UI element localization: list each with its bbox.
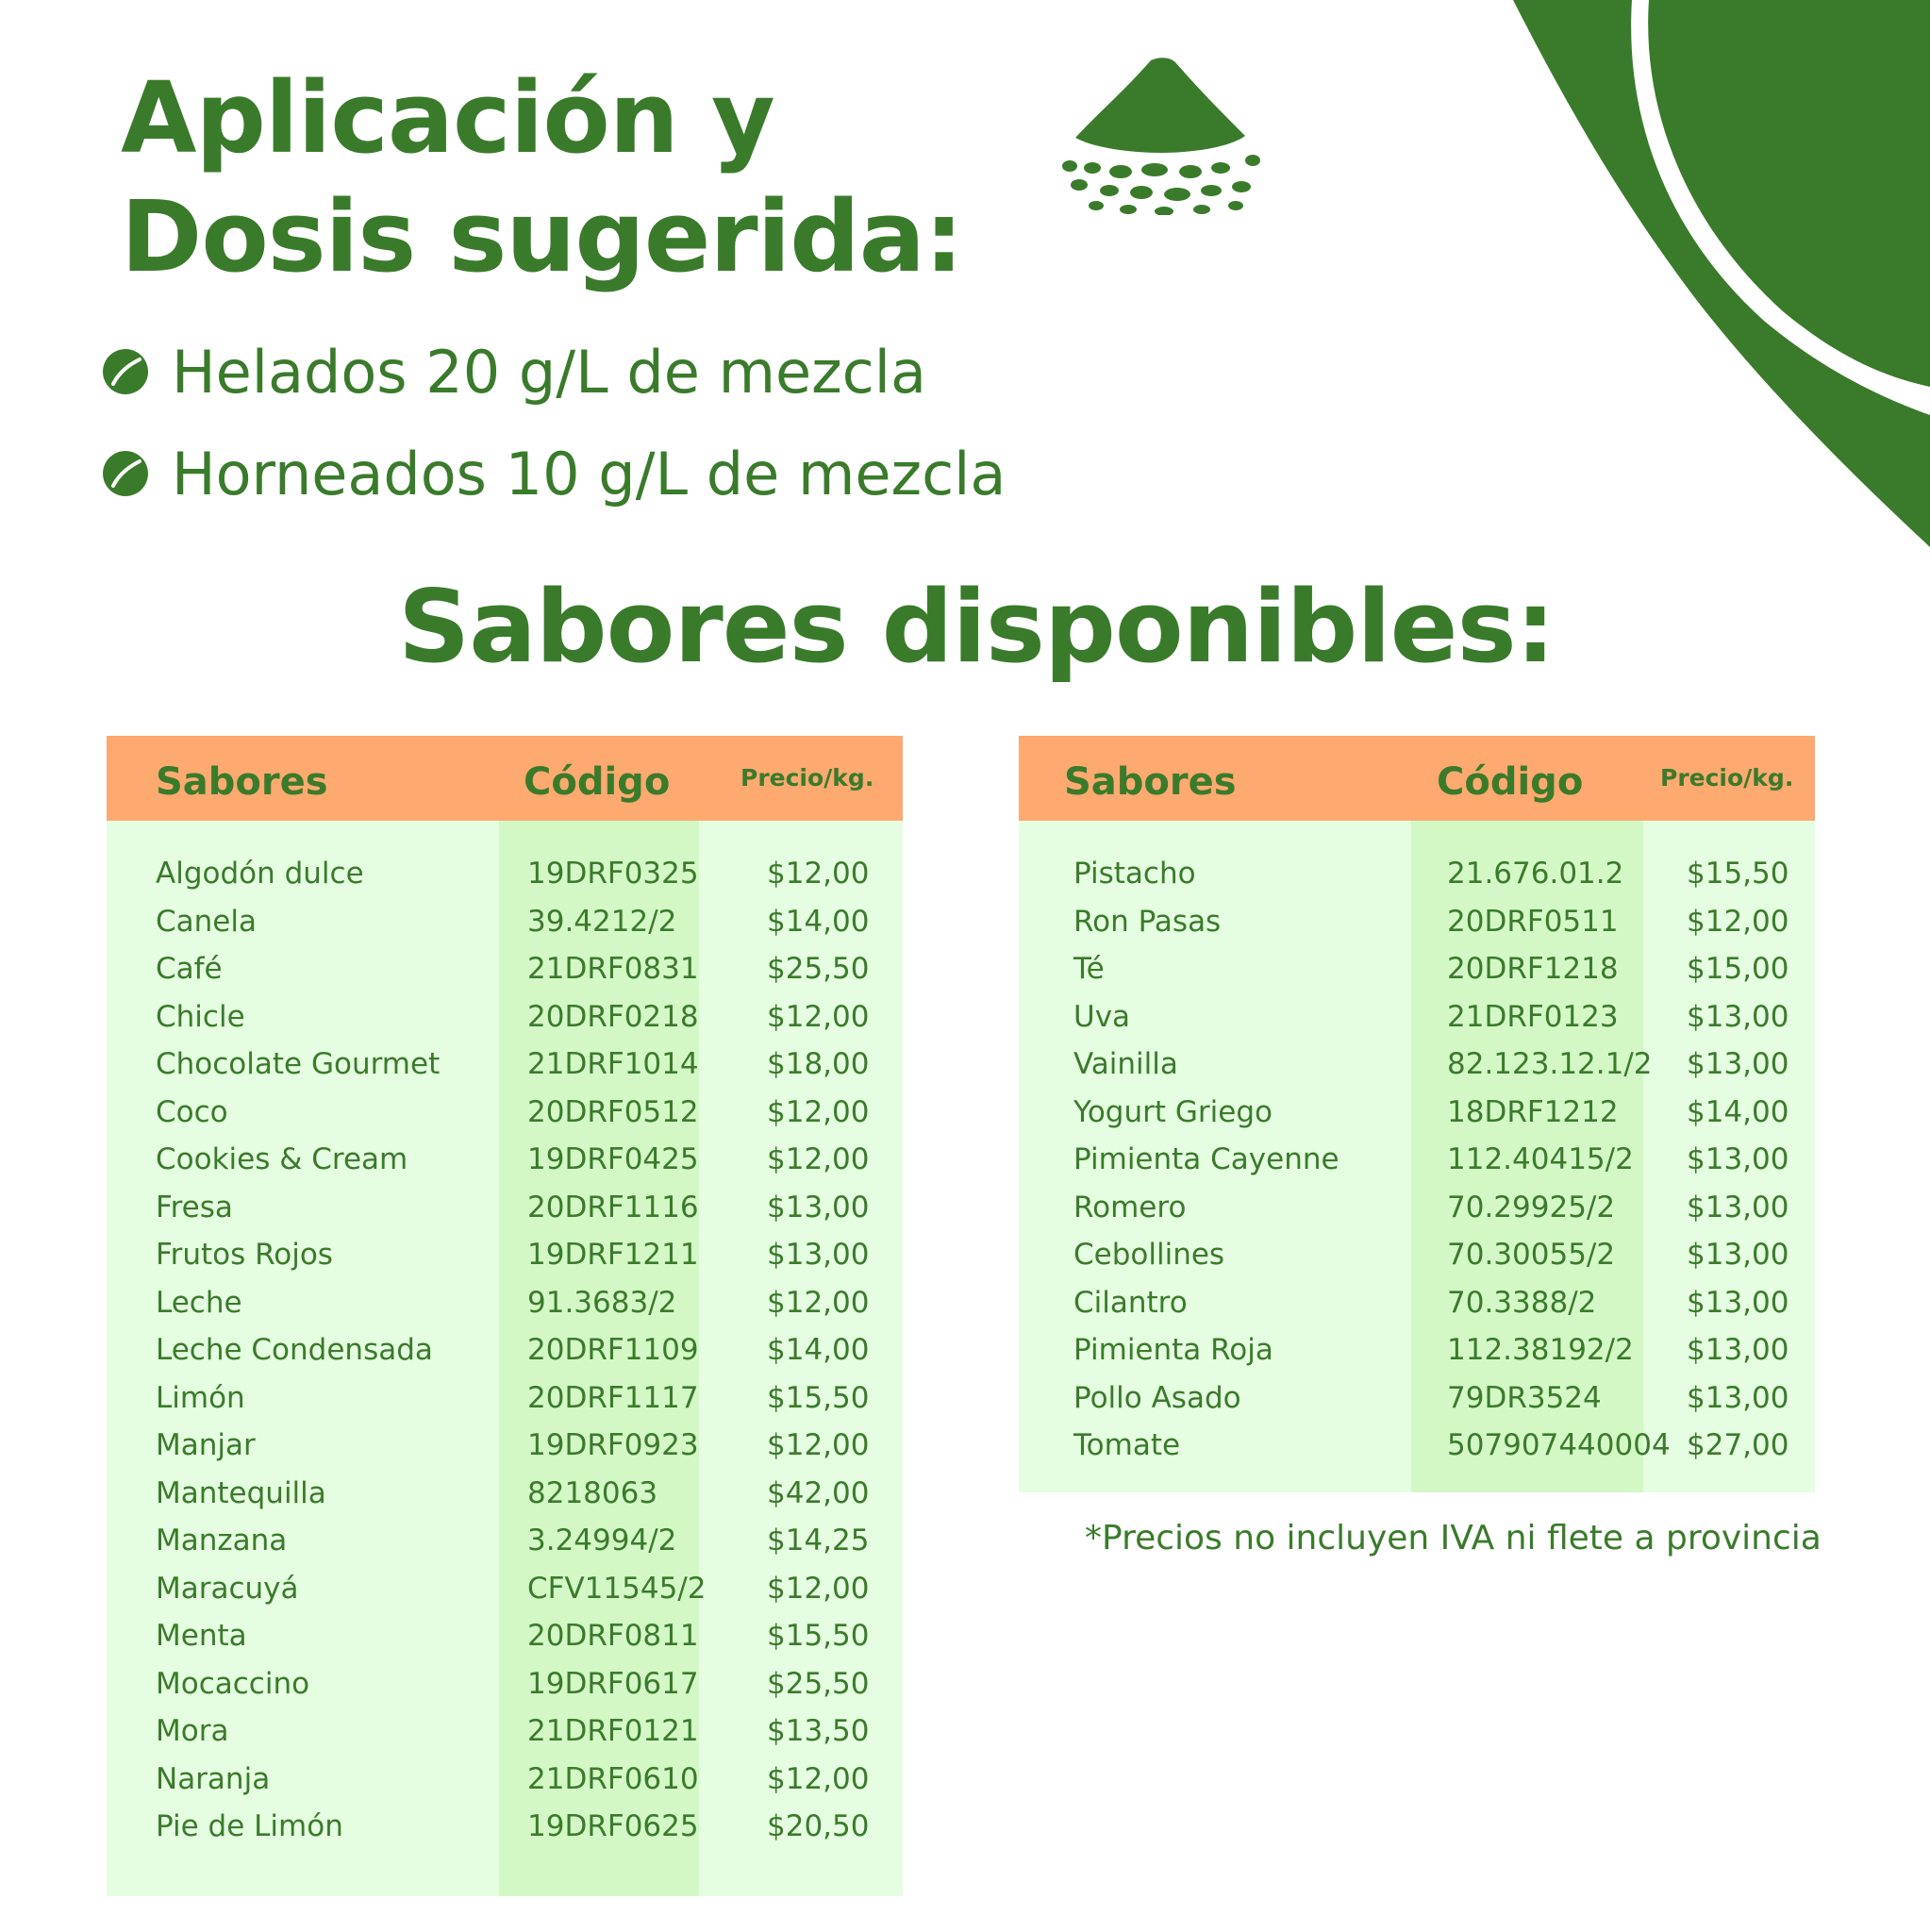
code-cell: 112.40415/2 xyxy=(1447,1142,1634,1176)
price-cell: $13,00 xyxy=(1687,1047,1789,1081)
flavor-cell: Ron Pasas xyxy=(1073,904,1222,939)
table-header xyxy=(1019,736,1815,821)
flavor-cell: Romero xyxy=(1073,1190,1187,1224)
table-row xyxy=(107,1708,903,1756)
table-row xyxy=(1019,1280,1815,1327)
price-cell: $13,00 xyxy=(767,1238,870,1272)
code-cell: 70.3388/2 xyxy=(1447,1285,1597,1320)
code-cell: 70.29925/2 xyxy=(1447,1190,1616,1224)
price-cell: $25,50 xyxy=(767,952,870,986)
flavor-cell: Naranja xyxy=(156,1761,271,1796)
flavors-title: Sabores disponibles: xyxy=(397,569,1556,685)
table-row xyxy=(1019,1090,1815,1137)
price-cell: $13,00 xyxy=(1687,1380,1789,1415)
price-cell: $18,00 xyxy=(767,1047,870,1081)
flavor-cell: Vainilla xyxy=(1073,1047,1178,1081)
code-cell: 8218063 xyxy=(527,1475,658,1510)
flavor-cell: Mocaccino xyxy=(156,1666,310,1701)
table-row xyxy=(1019,1041,1815,1089)
table-row xyxy=(1019,994,1815,1041)
table-row xyxy=(107,851,903,898)
code-cell: CFV11545/2 xyxy=(527,1571,707,1606)
code-cell: 20DRF0218 xyxy=(527,999,699,1034)
price-cell: $13,00 xyxy=(767,1190,870,1224)
header-price: Precio/kg. xyxy=(1660,764,1794,791)
price-cell: $13,50 xyxy=(767,1714,870,1748)
price-cell: $12,00 xyxy=(767,1285,870,1320)
price-cell: $20,50 xyxy=(767,1809,870,1843)
price-cell: $13,00 xyxy=(1687,1285,1789,1320)
code-cell: 507907440004 xyxy=(1447,1428,1671,1462)
price-cell: $13,00 xyxy=(1687,1190,1789,1224)
code-cell: 19DRF1211 xyxy=(527,1238,699,1272)
header-code: Código xyxy=(524,760,671,804)
header-price: Precio/kg. xyxy=(740,764,874,791)
dosage-label: Helados 20 g/L de mezcla xyxy=(172,337,926,407)
table-row xyxy=(107,1090,903,1137)
flavor-cell: Pimienta Cayenne xyxy=(1073,1142,1339,1176)
dosage-list xyxy=(102,321,1006,525)
table-row xyxy=(107,1613,903,1660)
price-cell: $14,00 xyxy=(1687,1094,1789,1129)
price-cell: $12,00 xyxy=(767,1761,870,1796)
table-row xyxy=(107,1137,903,1184)
price-footnote: *Precios no incluyen IVA ni flete a provincia xyxy=(1085,1519,1822,1557)
dosage-label: Horneados 10 g/L de mezcla xyxy=(172,439,1007,508)
flavor-cell: Pie de Limón xyxy=(156,1809,343,1843)
title-line-2: Dosis sugerida: xyxy=(121,179,963,294)
flavor-cell: Manzana xyxy=(156,1524,288,1557)
flavor-cell: Pistacho xyxy=(1073,857,1196,891)
price-cell: $14,25 xyxy=(767,1524,870,1557)
code-cell: 19DRF0923 xyxy=(527,1428,699,1462)
price-cell: $13,00 xyxy=(1687,1238,1789,1272)
dosage-item xyxy=(102,423,1006,525)
price-cell: $13,00 xyxy=(1687,1333,1789,1367)
table-row xyxy=(107,1661,903,1708)
header-flavor: Sabores xyxy=(1064,760,1237,804)
flavor-cell: Coco xyxy=(156,1094,228,1129)
code-cell: 21DRF0610 xyxy=(527,1761,699,1796)
flavor-cell: Cebollines xyxy=(1073,1238,1225,1272)
price-cell: $15,00 xyxy=(1687,952,1789,986)
table-row xyxy=(107,1757,903,1804)
title-line-1: Aplicación y xyxy=(121,60,774,175)
code-cell: 19DRF0625 xyxy=(527,1809,699,1843)
powder-pile-icon xyxy=(1060,55,1268,215)
table-row xyxy=(1019,899,1815,946)
code-cell: 21DRF0123 xyxy=(1447,999,1619,1034)
code-cell: 39.4212/2 xyxy=(527,904,677,939)
flavor-cell: Mantequilla xyxy=(156,1475,326,1510)
code-cell: 70.30055/2 xyxy=(1447,1238,1616,1272)
table-row xyxy=(107,1471,903,1518)
code-cell: 20DRF1116 xyxy=(527,1190,699,1224)
code-cell: 19DRF0425 xyxy=(527,1142,699,1176)
flavor-cell: Canela xyxy=(156,904,257,939)
table-row xyxy=(1019,1327,1815,1374)
flavor-cell: Cilantro xyxy=(1073,1285,1188,1320)
table-row xyxy=(107,899,903,946)
table-header xyxy=(107,736,903,821)
flavor-cell: Leche xyxy=(156,1285,242,1320)
table-row xyxy=(107,1280,903,1327)
flavor-cell: Cookies & Cream xyxy=(156,1142,408,1176)
table-row xyxy=(107,994,903,1041)
code-cell: 112.38192/2 xyxy=(1447,1333,1634,1367)
price-cell: $12,00 xyxy=(767,1428,870,1462)
code-cell: 20DRF0512 xyxy=(527,1094,699,1129)
price-cell: $12,00 xyxy=(767,1571,870,1606)
code-cell: 3.24994/2 xyxy=(527,1524,677,1557)
flavor-cell: Yogurt Griego xyxy=(1073,1094,1273,1129)
flavor-cell: Tomate xyxy=(1073,1428,1181,1462)
code-cell: 21.676.01.2 xyxy=(1447,857,1624,891)
leaf-bullet-icon xyxy=(102,348,149,395)
flavors-table-left xyxy=(107,736,903,1896)
price-cell: $15,50 xyxy=(767,1619,870,1653)
table-row xyxy=(107,1518,903,1565)
table-row xyxy=(107,1423,903,1470)
price-cell: $42,00 xyxy=(767,1475,870,1510)
flavors-table-right xyxy=(1019,736,1815,1492)
flavor-cell: Mora xyxy=(156,1714,229,1748)
table-row xyxy=(1019,946,1815,993)
code-cell: 91.3683/2 xyxy=(527,1285,677,1320)
code-cell: 20DRF1109 xyxy=(527,1333,699,1367)
table-row xyxy=(107,1375,903,1423)
flavor-cell: Pimienta Roja xyxy=(1073,1333,1273,1367)
code-cell: 79DR3524 xyxy=(1447,1380,1602,1415)
code-cell: 20DRF0811 xyxy=(527,1619,699,1653)
table-row xyxy=(107,1232,903,1279)
header-flavor: Sabores xyxy=(156,760,328,804)
table-row xyxy=(1019,1423,1815,1470)
table-row xyxy=(1019,1137,1815,1184)
price-cell: $14,00 xyxy=(767,1333,870,1367)
flavor-cell: Té xyxy=(1073,952,1105,986)
price-cell: $15,50 xyxy=(1687,857,1789,891)
flavor-cell: Menta xyxy=(156,1619,247,1653)
dosage-item xyxy=(102,321,1006,423)
table-row xyxy=(107,1327,903,1374)
price-cell: $13,00 xyxy=(1687,999,1789,1034)
code-cell: 18DRF1212 xyxy=(1447,1094,1619,1129)
table-row xyxy=(107,1566,903,1613)
code-cell: 21DRF1014 xyxy=(527,1047,699,1081)
flavor-cell: Manjar xyxy=(156,1428,256,1462)
code-cell: 20DRF1218 xyxy=(1447,952,1619,986)
price-cell: $14,00 xyxy=(767,904,870,939)
table-row xyxy=(107,946,903,993)
table-row xyxy=(107,1804,903,1851)
price-cell: $25,50 xyxy=(767,1666,870,1701)
flavor-cell: Leche Condensada xyxy=(156,1333,433,1367)
flavor-cell: Algodón dulce xyxy=(156,857,364,891)
table-row xyxy=(107,1185,903,1232)
flavor-cell: Uva xyxy=(1073,999,1131,1034)
code-cell: 20DRF1117 xyxy=(527,1380,699,1415)
price-cell: $12,00 xyxy=(767,999,870,1034)
price-cell: $12,00 xyxy=(1687,904,1789,939)
table-row xyxy=(1019,1185,1815,1232)
table-row xyxy=(1019,1375,1815,1423)
header-code: Código xyxy=(1437,760,1584,804)
flavor-cell: Maracuyá xyxy=(156,1571,299,1606)
flavor-cell: Chicle xyxy=(156,999,245,1034)
flavor-cell: Limón xyxy=(156,1380,245,1415)
price-cell: $13,00 xyxy=(1687,1142,1789,1176)
flavor-cell: Chocolate Gourmet xyxy=(156,1047,441,1081)
table-row xyxy=(1019,851,1815,898)
code-cell: 21DRF0121 xyxy=(527,1714,699,1748)
price-cell: $12,00 xyxy=(767,1142,870,1176)
code-cell: 19DRF0325 xyxy=(527,857,699,891)
code-cell: 21DRF0831 xyxy=(527,952,699,986)
flavor-cell: Frutos Rojos xyxy=(156,1238,333,1272)
price-cell: $12,00 xyxy=(767,857,870,891)
flavor-cell: Pollo Asado xyxy=(1073,1380,1241,1415)
code-cell: 19DRF0617 xyxy=(527,1666,699,1701)
flavor-cell: Fresa xyxy=(156,1190,233,1224)
price-cell: $15,50 xyxy=(767,1380,870,1415)
table-row xyxy=(1019,1232,1815,1279)
price-cell: $27,00 xyxy=(1687,1428,1789,1462)
price-cell: $12,00 xyxy=(767,1094,870,1129)
code-cell: 82.123.12.1/2 xyxy=(1447,1047,1653,1081)
page-title xyxy=(121,58,963,296)
table-row xyxy=(107,1041,903,1089)
leaf-bullet-icon xyxy=(102,450,149,497)
flavor-cell: Café xyxy=(156,952,223,986)
code-cell: 20DRF0511 xyxy=(1447,904,1619,939)
